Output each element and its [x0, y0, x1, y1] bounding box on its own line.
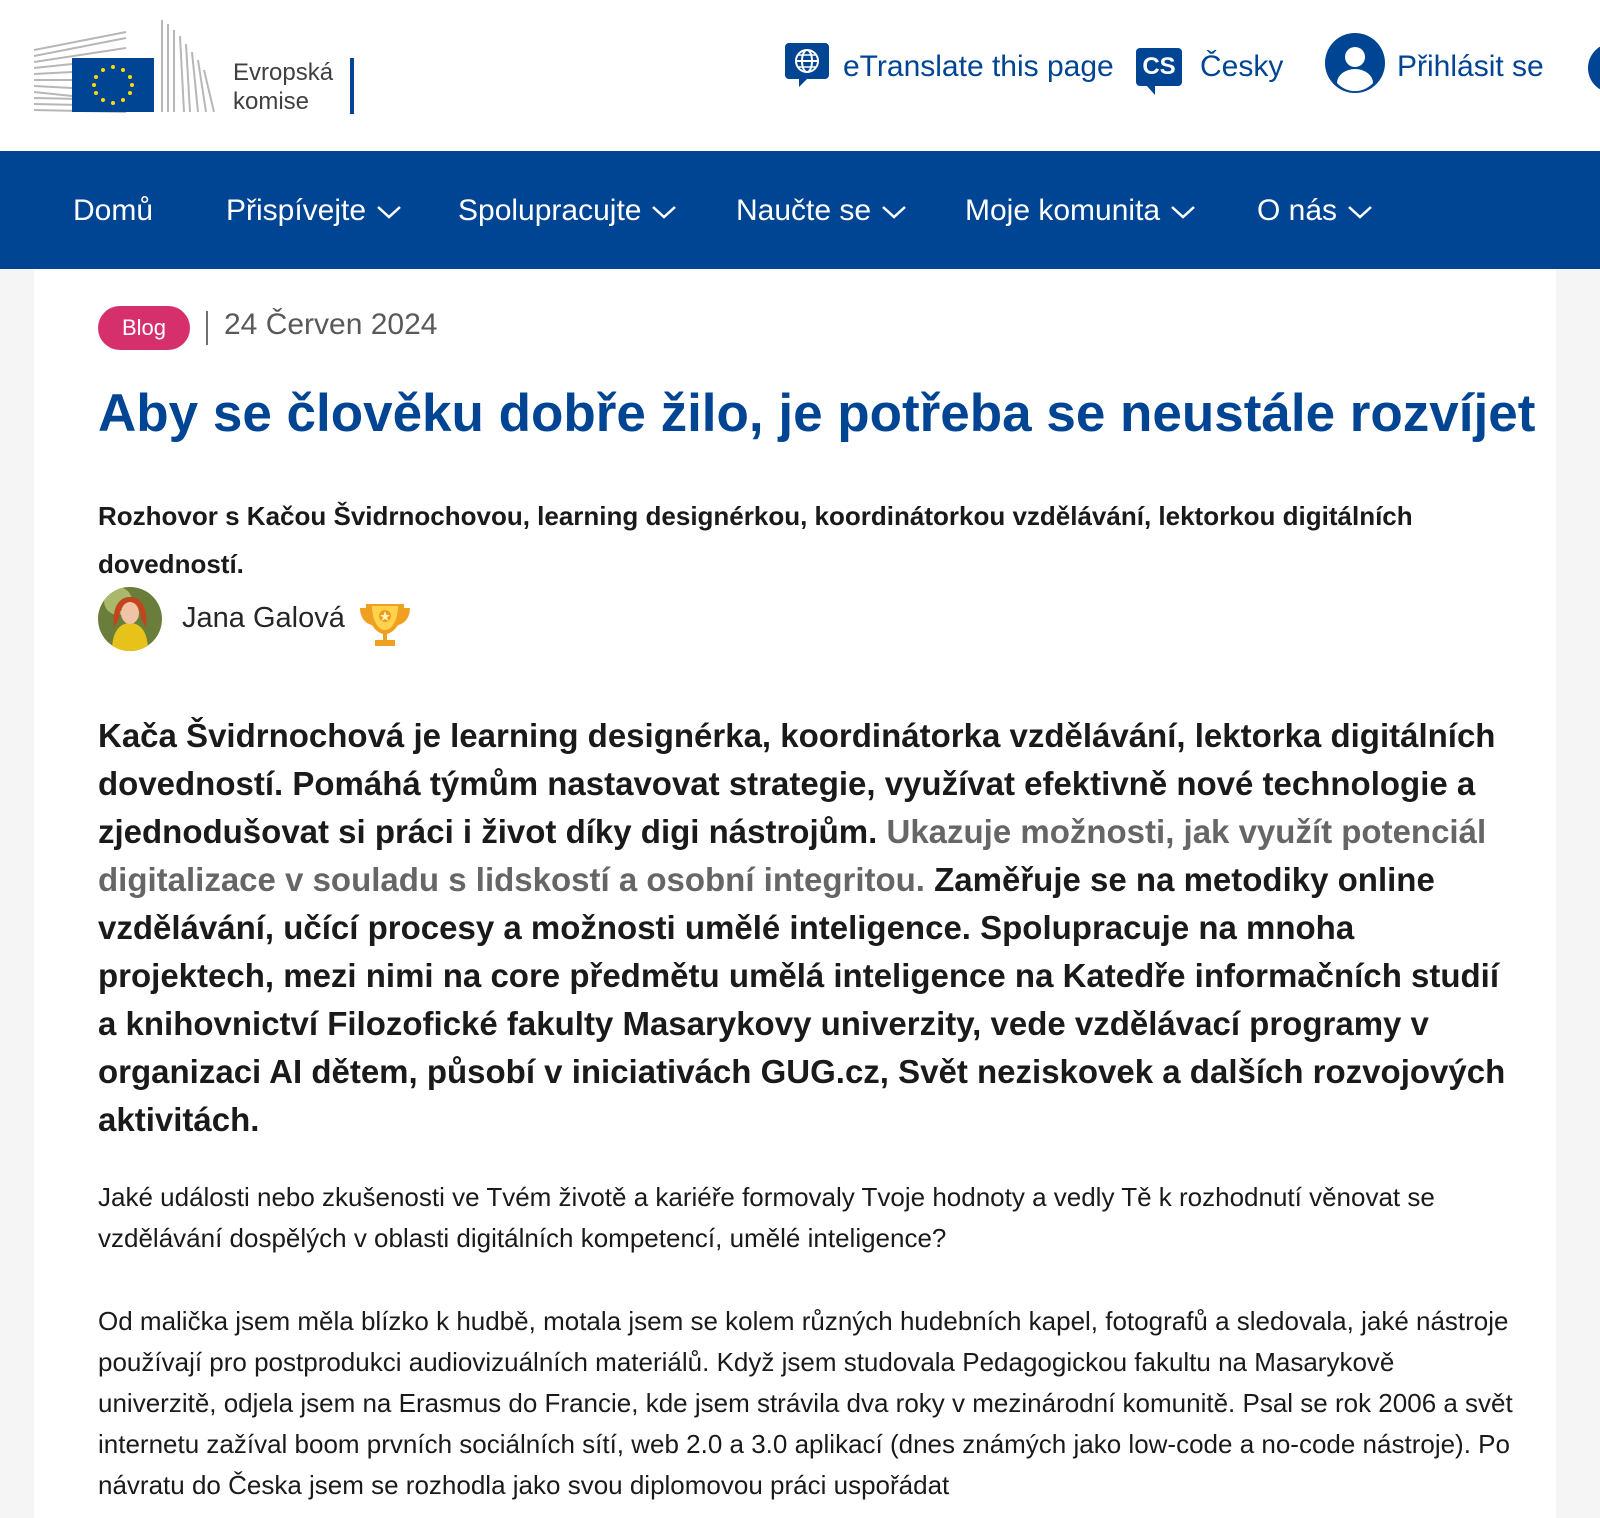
logo-text-line1: Evropská [233, 59, 334, 86]
chevron-down-icon [1347, 189, 1373, 233]
nav-item-label: Spolupracujte [458, 194, 642, 227]
login-label: Přihlásit se [1397, 50, 1544, 83]
content-type-badge[interactable]: Blog [98, 306, 190, 350]
nav-item-collaborate[interactable] [458, 189, 677, 233]
nav-item-label: O nás [1257, 194, 1338, 227]
nav-item-label: Domů [73, 194, 154, 227]
logo-divider [350, 58, 354, 114]
main-navigation [0, 151, 1600, 269]
lead-highlight: Ukazuje možnosti, jak využít potenciál digitalizace v souladu s lidskostí a osobní integritou. [98, 813, 1487, 898]
globe-speech-icon [783, 39, 831, 95]
lead-text: Kača Švidrnochová je learning designérka, koordinátorka vzdělávání, lektorka digitálních dovedností. Pomáhá týmům nastavovat strategie, využívat efektivně nové technologie a zjednodušovat si práci i život díky digi nástrojům. [98, 717, 1496, 850]
user-icon [1325, 33, 1385, 101]
language-code-badge: CS [1136, 48, 1182, 86]
chevron-down-icon [376, 189, 402, 233]
nav-item-learn[interactable] [736, 189, 907, 233]
nav-item-label: Moje komunita [965, 194, 1161, 227]
nav-item-label: Naučte se [736, 194, 872, 227]
european-commission-logo[interactable] [34, 20, 364, 114]
trophy-icon [358, 598, 412, 655]
site-header [0, 0, 1600, 151]
publish-date: 24 Červen 2024 [224, 308, 438, 341]
article-lead [98, 712, 1518, 1144]
language-label: Česky [1200, 50, 1284, 83]
nav-item-my-community[interactable] [965, 189, 1196, 233]
author-avatar[interactable] [98, 587, 162, 651]
eu-flag-logo-graphic [34, 20, 224, 114]
etranslate-link[interactable] [783, 42, 1114, 92]
article-title: Aby se člověku dobře žilo, je potřeba se neustále rozvíjet [98, 384, 1536, 443]
nav-item-contribute[interactable] [226, 189, 402, 233]
author-name[interactable]: Jana Galová [182, 602, 345, 634]
logo-text [233, 58, 333, 116]
chevron-down-icon [651, 189, 677, 233]
chevron-down-icon [1170, 189, 1196, 233]
interview-question: Jaké události nebo zkušenosti ve Tvém životě a kariéře formovaly Tvoje hodnoty a vedly Tě k rozhodnutí věnovat se vzdělávání dospělých v oblasti digitálních kompetencí, umělé inteligence? [98, 1182, 1435, 1253]
nav-item-home[interactable] [73, 189, 153, 233]
etranslate-label: eTranslate this page [843, 50, 1114, 83]
language-selector[interactable] [1136, 42, 1283, 92]
date-divider [206, 311, 208, 345]
interview-answer: Od malička jsem měla blízko k hudbě, motala jsem se kolem různých hudebních kapel, fotografů a sledovala, jaké nástroje používají pro postprodukci audiovizuálních materiálů. Když jsem studovala Pedagogickou fakultu na Masarykově univerzitě, odjela jsem na Erasmus do Francie, kde jsem strávila dva roky v mezinárodní komunitě. Psal se rok 2006 a svět internetu zažíval boom prvních sociálních sítí, web 2.0 a 3.0 aplikací (dnes známých jako low-code a no-code nástroje). Po návratu do Česka jsem se rozhodla jako svou diplomovou práci uspořádat [98, 1306, 1513, 1500]
search-icon[interactable] [1588, 43, 1600, 93]
logo-text-line2: komise [233, 88, 310, 115]
chevron-down-icon [881, 189, 907, 233]
article-subtitle: Rozhovor s Kačou Švidrnochovou, learning designérkou, koordinátorkou vzdělávání, lektorkou digitálních dovedností. [98, 501, 1413, 579]
lead-text: Zaměřuje se na metodiky online vzdělávání, učící procesy a možnosti umělé inteligence. Spolupracuje na mnoha projektech, mezi nimi na core předmětu umělá inteligence na Katedře informačních studií a knihovnictví Filozofické fakulty Masarykovy univerzity, vede vzdělávací programy v organizaci AI dětem, působí v iniciativách GUG.cz, Svět neziskovek a dalších rozvojových aktivitách. [98, 861, 1506, 1138]
nav-item-label: Přispívejte [226, 194, 367, 227]
login-link[interactable] [1325, 42, 1544, 92]
nav-item-about[interactable] [1257, 189, 1373, 233]
